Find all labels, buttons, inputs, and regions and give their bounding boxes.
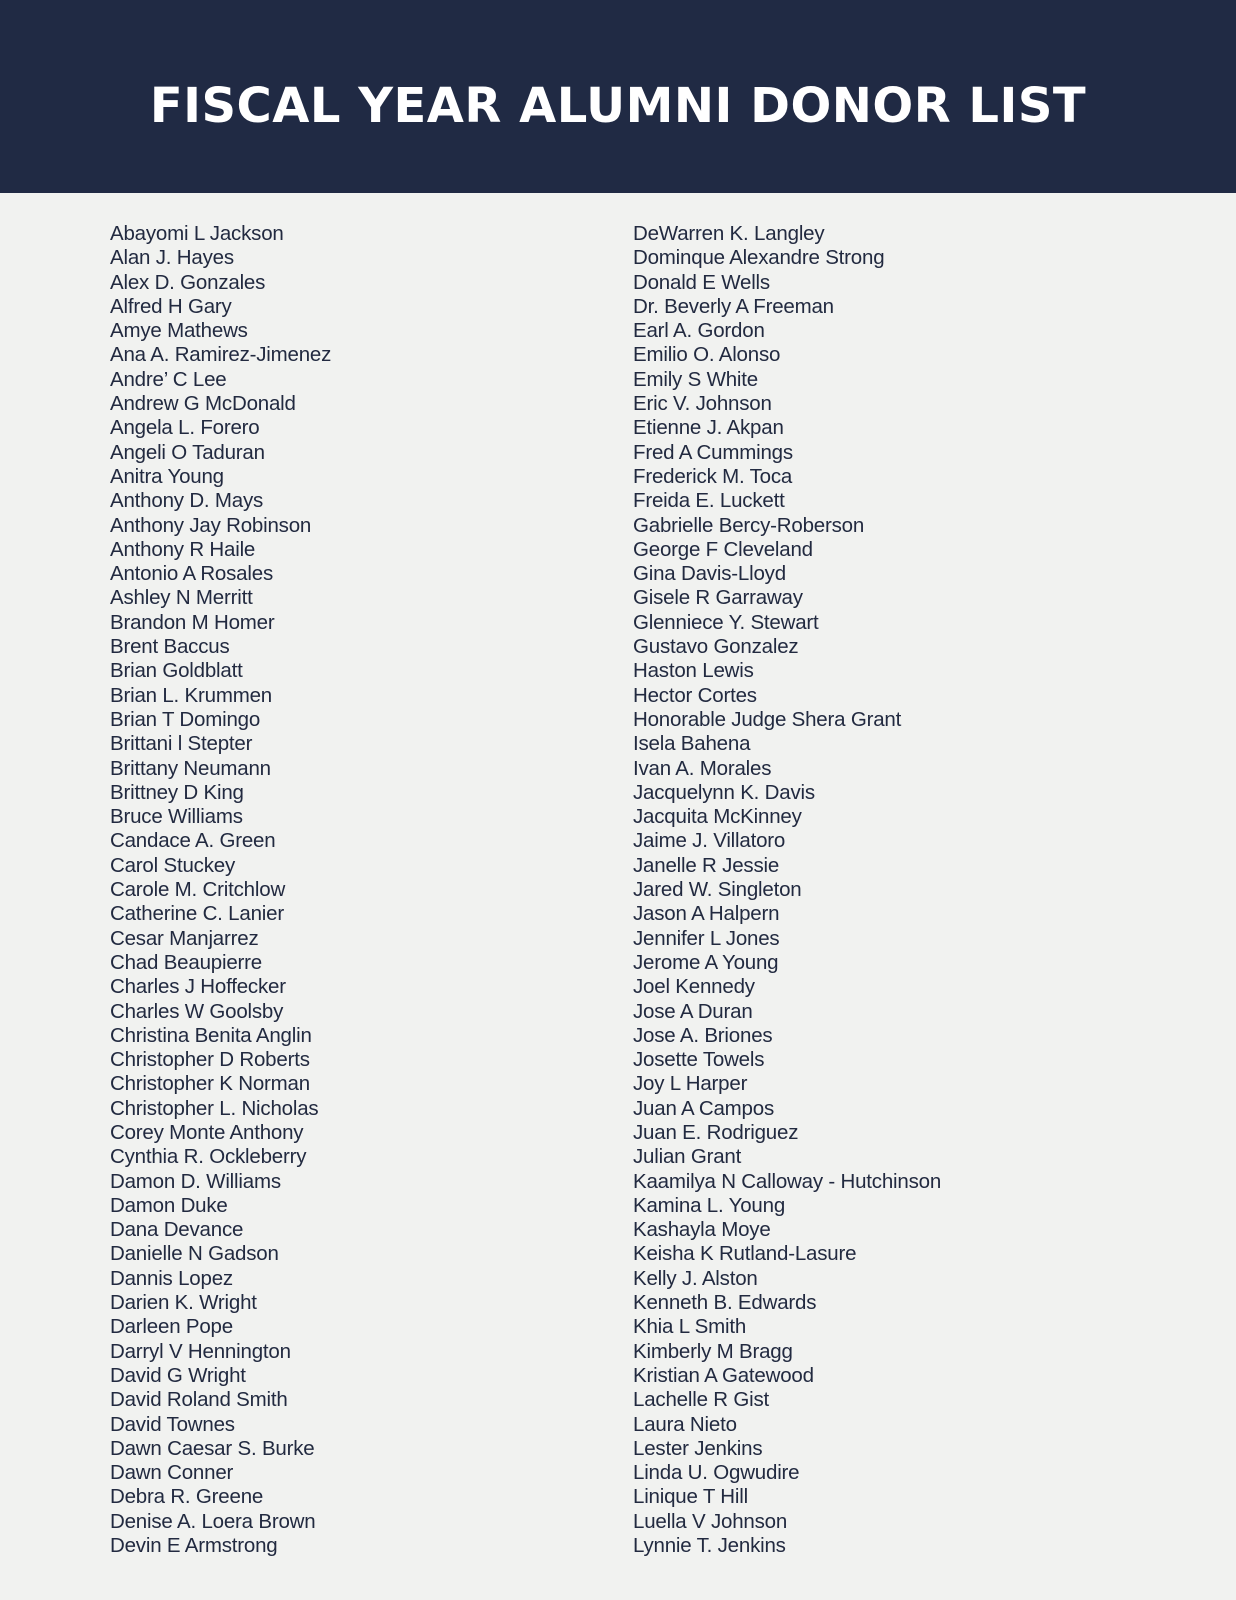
donor-name: Brittany Neumann: [110, 756, 271, 780]
donor-name: Ana A. Ramirez-Jimenez: [110, 343, 332, 367]
donor-name: Brandon M Homer: [110, 610, 275, 634]
donor-name: Antonio A Rosales: [110, 562, 273, 586]
donor-name: Angela L. Forero: [110, 416, 260, 440]
donor-name: Ashley N Merritt: [110, 586, 253, 610]
donor-name: Isela Bahena: [633, 732, 751, 756]
donor-name: Carole M. Critchlow: [110, 878, 286, 902]
donor-name: Kaamilya N Calloway - Hutchinson: [633, 1169, 942, 1193]
donor-name: Dana Devance: [110, 1218, 244, 1242]
donor-name: Kimberly M Bragg: [633, 1339, 793, 1363]
donor-name: David Roland Smith: [110, 1388, 288, 1412]
donor-name: Anthony R Haile: [110, 537, 256, 561]
donor-name: Alan J. Hayes: [110, 246, 234, 270]
donor-name: Jacquita McKinney: [633, 805, 802, 829]
donor-name: Angeli O Taduran: [110, 440, 265, 464]
donor-name: Kristian A Gatewood: [633, 1363, 814, 1387]
donor-name: Darien K. Wright: [110, 1291, 257, 1315]
donor-name: Julian Grant: [633, 1145, 742, 1169]
donor-name: Linda U. Ogwudire: [633, 1461, 800, 1485]
donor-name: Jason A Halpern: [633, 902, 780, 926]
donor-name: Jacquelynn K. Davis: [633, 780, 815, 804]
donor-name: Donald E Wells: [633, 270, 770, 294]
donor-name: Darryl V Hennington: [110, 1339, 291, 1363]
donor-name: David G Wright: [110, 1363, 246, 1387]
donor-name: Andre’ C Lee: [110, 367, 227, 391]
donor-name: Dawn Caesar S. Burke: [110, 1436, 315, 1460]
donor-name: David Townes: [110, 1412, 235, 1436]
donor-name: Danielle N Gadson: [110, 1242, 279, 1266]
donor-name: Damon D. Williams: [110, 1169, 281, 1193]
donor-name: Devin E Armstrong: [110, 1534, 278, 1558]
donor-name: Andrew G McDonald: [110, 392, 296, 416]
donor-name: George F Cleveland: [633, 537, 813, 561]
donor-name: Kenneth B. Edwards: [633, 1291, 817, 1315]
donor-name: Hector Cortes: [633, 683, 757, 707]
donor-name: Lynnie T. Jenkins: [633, 1534, 786, 1558]
donor-name: Gabrielle Bercy-Roberson: [633, 513, 865, 537]
donor-name: Jerome A Young: [633, 950, 779, 974]
donor-name: Brittney D King: [110, 780, 244, 804]
donor-name: Jaime J. Villatoro: [633, 829, 786, 853]
donor-name: Brittani l Stepter: [110, 732, 253, 756]
donor-name: Emilio O. Alonso: [633, 343, 781, 367]
donor-name: Kamina L. Young: [633, 1193, 786, 1217]
donor-name: Joel Kennedy: [633, 975, 755, 999]
donor-name: Denise A. Loera Brown: [110, 1509, 316, 1533]
donor-name: Juan E. Rodriguez: [633, 1120, 799, 1144]
donor-name: Christopher L. Nicholas: [110, 1096, 319, 1120]
donor-name: Honorable Judge Shera Grant: [633, 707, 902, 731]
donor-name: Charles J Hoffecker: [110, 975, 286, 999]
donor-name: Frederick M. Toca: [633, 464, 793, 488]
donor-name: Christopher K Norman: [110, 1072, 310, 1096]
donor-name: Emily S White: [633, 367, 758, 391]
donor-name: Cesar Manjarrez: [110, 926, 259, 950]
donor-name: Candace A. Green: [110, 829, 276, 853]
donor-name: Dominque Alexandre Strong: [633, 246, 885, 270]
donor-name: Alex D. Gonzales: [110, 270, 266, 294]
donor-name: Catherine C. Lanier: [110, 902, 284, 926]
donor-name: Jose A Duran: [633, 999, 753, 1023]
donor-name: Jennifer L Jones: [633, 926, 780, 950]
donor-name: Darleen Pope: [110, 1315, 233, 1339]
donor-name: Joy L Harper: [633, 1072, 748, 1096]
donor-name: Brian L. Krummen: [110, 683, 273, 707]
donor-name: Khia L Smith: [633, 1315, 747, 1339]
donor-name: Ivan A. Morales: [633, 756, 772, 780]
header-banner: [0, 0, 1236, 193]
donor-name: Chad Beaupierre: [110, 950, 262, 974]
donor-name: Amye Mathews: [110, 319, 248, 343]
donor-name: Laura Nieto: [633, 1412, 737, 1436]
donor-name: Gina Davis-Lloyd: [633, 562, 786, 586]
donor-name: Gisele R Garraway: [633, 586, 803, 610]
donor-name: Corey Monte Anthony: [110, 1120, 304, 1144]
donor-name: Cynthia R. Ockleberry: [110, 1145, 307, 1169]
donor-name: Bruce Williams: [110, 805, 243, 829]
donor-name: Dannis Lopez: [110, 1266, 233, 1290]
donor-name: Dr. Beverly A Freeman: [633, 294, 834, 318]
donor-name: Anthony Jay Robinson: [110, 513, 312, 537]
donor-name: Brian T Domingo: [110, 707, 261, 731]
donor-name: Anthony D. Mays: [110, 489, 264, 513]
donor-name: Carol Stuckey: [110, 853, 236, 877]
donor-name: Josette Towels: [633, 1048, 765, 1072]
page-title: FISCAL YEAR ALUMNI DONOR LIST: [149, 78, 1087, 134]
donor-name: Janelle R Jessie: [633, 853, 780, 877]
donor-column-left: [110, 222, 580, 1558]
donor-name: Freida E. Luckett: [633, 489, 785, 513]
donor-name: Fred A Cummings: [633, 440, 793, 464]
donor-name: Keisha K Rutland-Lasure: [633, 1242, 857, 1266]
donor-name: Earl A. Gordon: [633, 319, 765, 343]
donor-name: Jose A. Briones: [633, 1023, 773, 1047]
donor-name: Brent Baccus: [110, 635, 230, 659]
donor-name: Lester Jenkins: [633, 1436, 763, 1460]
donor-name: Lachelle R Gist: [633, 1388, 770, 1412]
donor-name: Charles W Goolsby: [110, 999, 284, 1023]
donor-name: Etienne J. Akpan: [633, 416, 784, 440]
donor-name: Haston Lewis: [633, 659, 754, 683]
donor-name: Christina Benita Anglin: [110, 1023, 312, 1047]
donor-name: Gustavo Gonzalez: [633, 635, 799, 659]
donor-name: Debra R. Greene: [110, 1485, 264, 1509]
donor-name: Kashayla Moye: [633, 1218, 771, 1242]
donor-name: Anitra Young: [110, 464, 224, 488]
donor-name: Brian Goldblatt: [110, 659, 243, 683]
donor-name: DeWarren K. Langley: [633, 222, 825, 245]
donor-name: Dawn Conner: [110, 1461, 234, 1485]
donor-column-right: [633, 222, 1193, 1558]
donor-name: Eric V. Johnson: [633, 392, 772, 416]
donor-name: Abayomi L Jackson: [110, 222, 284, 245]
donor-name: Alfred H Gary: [110, 294, 232, 318]
donor-name: Glenniece Y. Stewart: [633, 610, 819, 634]
donor-name: Kelly J. Alston: [633, 1266, 758, 1290]
donor-name: Jared W. Singleton: [633, 878, 802, 902]
donor-name: Damon Duke: [110, 1193, 228, 1217]
donor-name: Luella V Johnson: [633, 1509, 788, 1533]
donor-name: Christopher D Roberts: [110, 1048, 310, 1072]
donor-name: Juan A Campos: [633, 1096, 774, 1120]
donor-name: Linique T Hill: [633, 1485, 748, 1509]
